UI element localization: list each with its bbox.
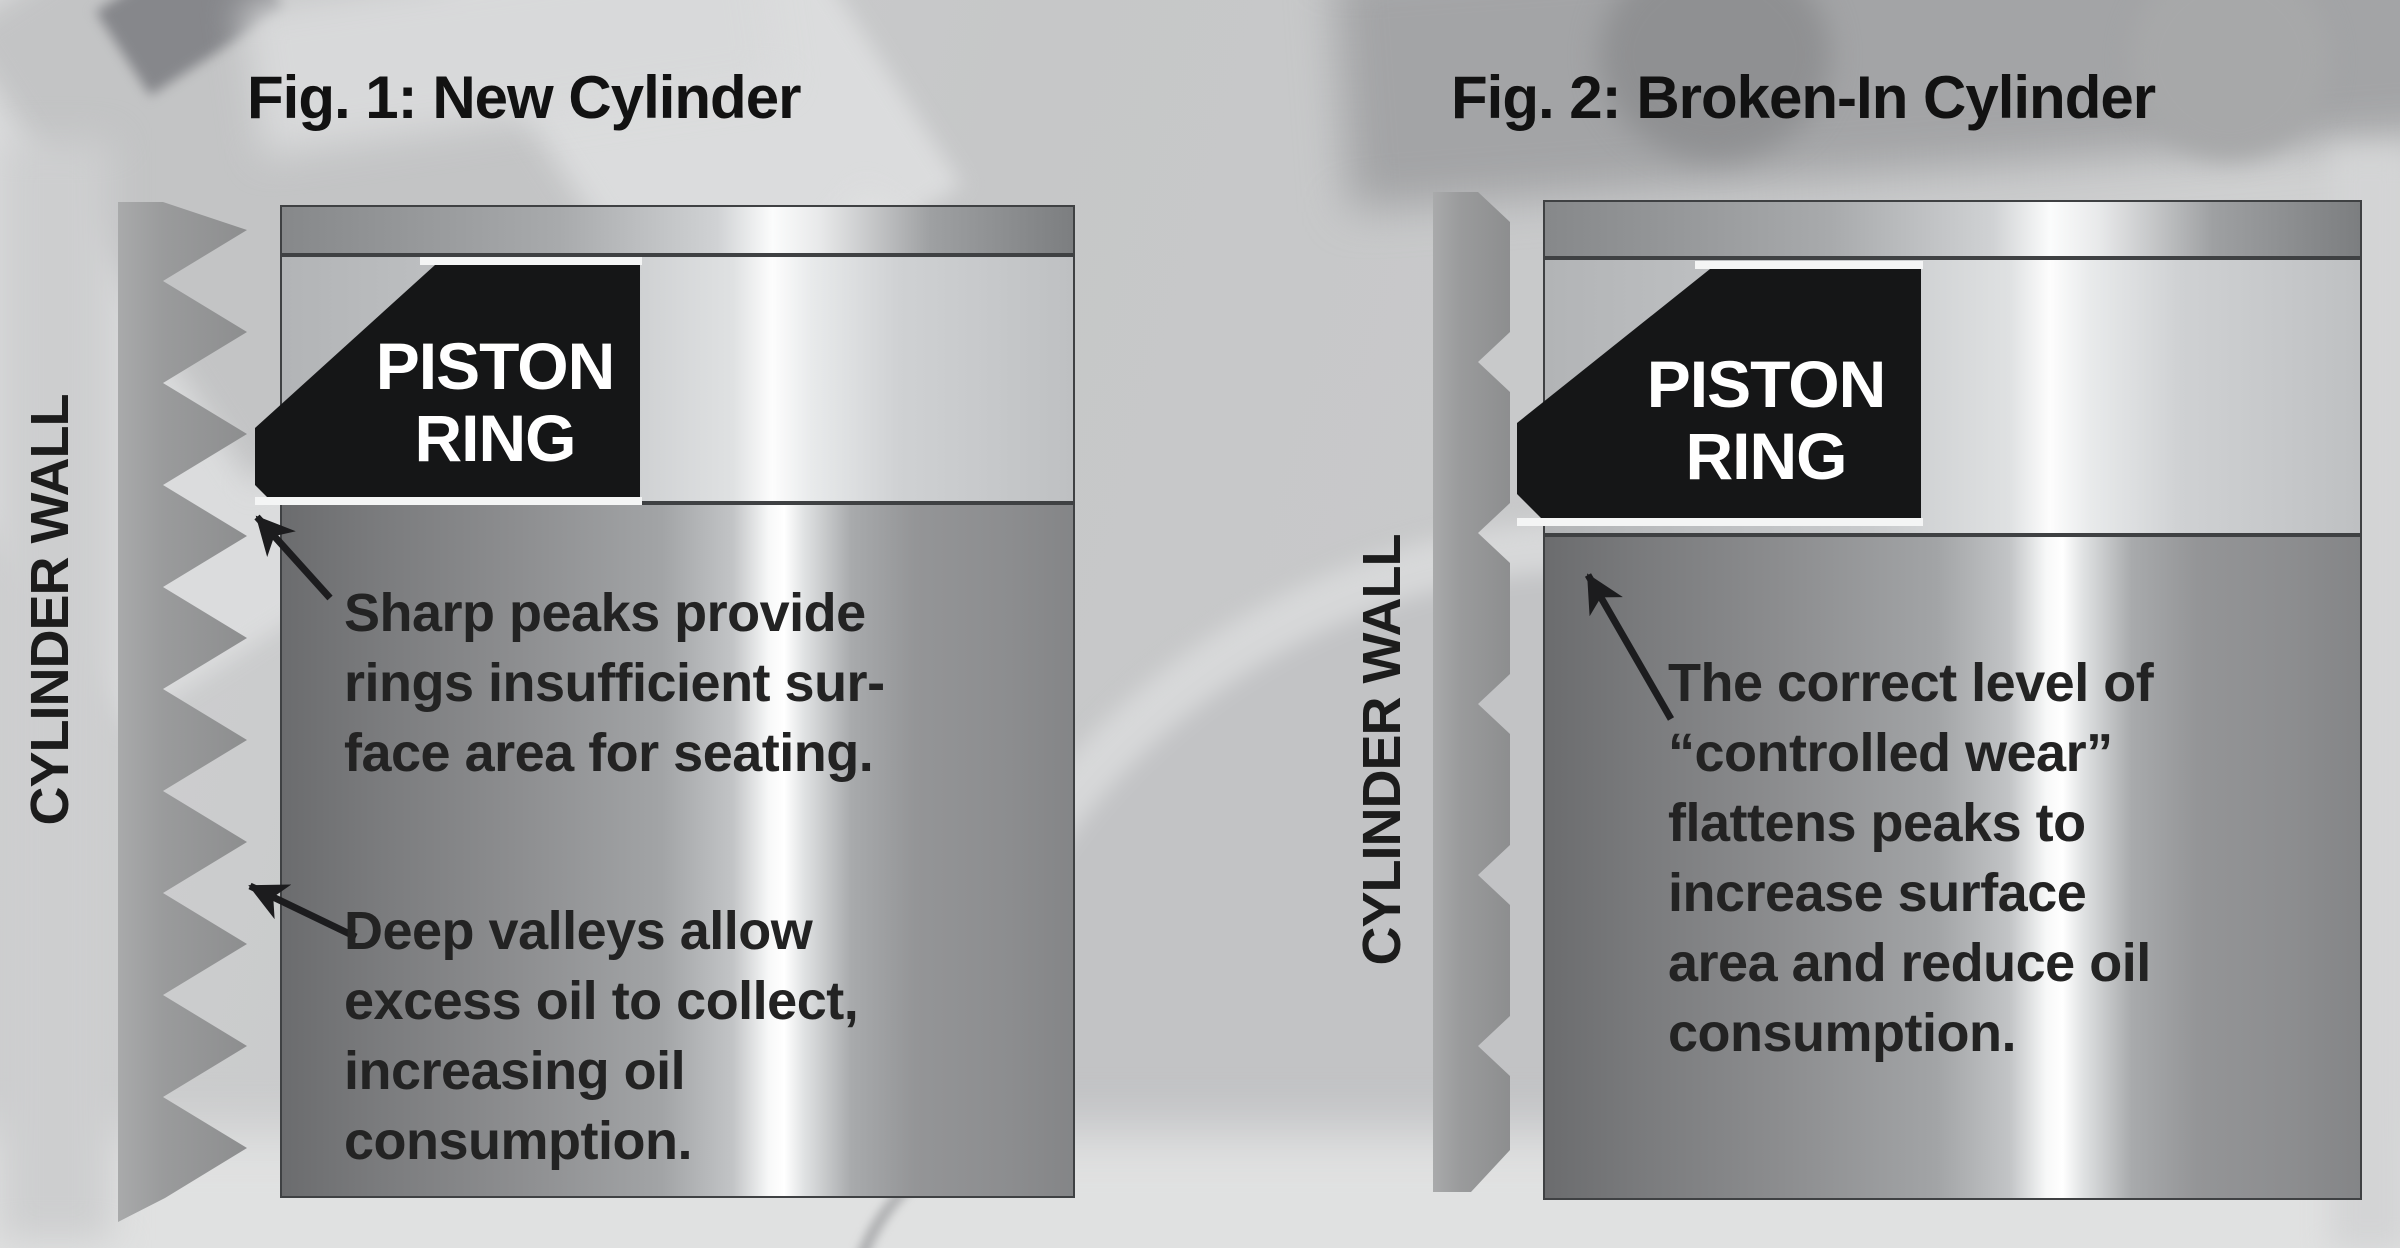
fig2-ring-label-line1: PISTON bbox=[1646, 347, 1886, 421]
note-line: flattens peaks to bbox=[1668, 793, 2086, 853]
fig2-title: Fig. 2: Broken-In Cylinder bbox=[1451, 64, 2156, 131]
note-line: Deep valleys allow bbox=[344, 901, 813, 961]
fig1-sharp-peaks-arrow-icon bbox=[257, 517, 330, 598]
fig2-cylinder-wall-shape bbox=[1433, 192, 1510, 1192]
fig1-ring-label-line1: PISTON bbox=[375, 329, 615, 403]
note-line: area and reduce oil bbox=[1668, 933, 2151, 993]
note-line: consumption. bbox=[344, 1111, 692, 1171]
fig1-deep-valleys-arrow-icon bbox=[250, 886, 356, 937]
note-line: rings insufficient sur- bbox=[344, 653, 885, 713]
note-line: The correct level of bbox=[1668, 653, 2154, 713]
note-line: excess oil to collect, bbox=[344, 971, 859, 1031]
fig2-cylinder-wall-label: CYLINDER WALL bbox=[1352, 534, 1412, 966]
fig1-piston-ring-label bbox=[340, 330, 650, 474]
note-line: consumption. bbox=[1668, 1003, 2016, 1063]
fig1-ring-label-line2: RING bbox=[414, 401, 576, 475]
fig2-controlled-wear-arrow-icon bbox=[1588, 575, 1671, 719]
fig2-piston-ring-label bbox=[1611, 348, 1921, 492]
note-line: Sharp peaks provide bbox=[344, 583, 866, 643]
note-line: increase surface bbox=[1668, 863, 2087, 923]
fig1-note-deep-valleys bbox=[344, 896, 858, 1176]
fig1-note-sharp-peaks bbox=[344, 578, 885, 788]
note-line: increasing oil bbox=[344, 1041, 686, 1101]
note-line: “controlled wear” bbox=[1668, 723, 2113, 783]
note-line: face area for seating. bbox=[344, 723, 874, 783]
fig2-note-controlled-wear bbox=[1668, 648, 2153, 1068]
fig1-title: Fig. 1: New Cylinder bbox=[247, 64, 801, 131]
fig1-cylinder-wall-label: CYLINDER WALL bbox=[20, 394, 80, 826]
fig2-ring-label-line2: RING bbox=[1685, 419, 1847, 493]
fig1-cylinder-wall-shape bbox=[118, 202, 247, 1222]
